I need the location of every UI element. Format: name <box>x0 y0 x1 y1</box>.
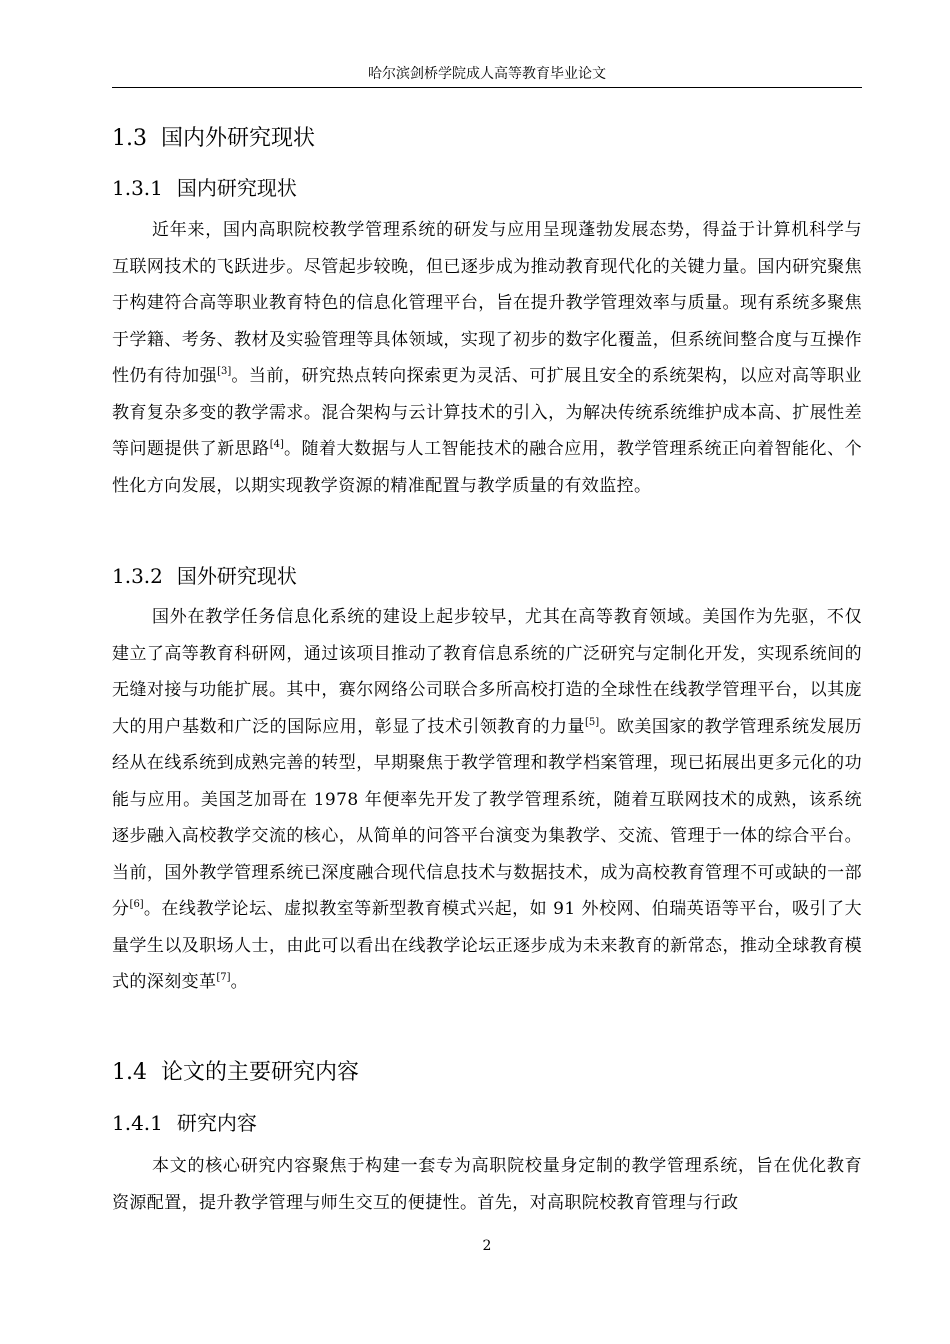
subsection-heading-1-3-2 <box>112 562 297 590</box>
citation: [3] <box>217 366 232 377</box>
subsection-title: 国内研究现状 <box>176 176 297 200</box>
paragraph-text: 。欧美国家的教学管理系统发展历经从在线系统到成熟完善的转型，早期聚焦于教学管理和教学档案管理，现已拓展出更多元化的功能与应用。美国芝加哥在 1978 年便率先开发了教学管理系统，随着互联网技术的成熟，该系统逐步融入高校教学交流的核心，从简单的问答平台演变为集教学、交流、管理于一体的综合平台。当前，国外教学管理系统已深度融合现代信息技术与数据技术，成为高校教育管理不可或缺的一部分 <box>112 716 862 919</box>
paragraph-text: 国外在教学任务信息化系统的建设上起步较早，尤其在高等教育领域。美国作为先驱，不仅建立了高等教育科研网，通过该项目推动了教育信息系统的广泛研究与定制化开发，实现系统间的无缝对接与功能扩展。其中，赛尔网络公司联合多所高校打造的全球性在线教学管理平台，以其庞大的用户基数和广泛的国际应用，彰显了技术引领教育的力量 <box>112 607 862 737</box>
paragraph-domestic-research <box>112 212 862 504</box>
section-heading-1-3 <box>112 124 315 154</box>
subsection-heading-1-3-1 <box>112 174 297 202</box>
subsection-number: 1.4.1 <box>112 1111 163 1135</box>
paragraph-text: 。 <box>230 972 248 992</box>
subsection-title: 研究内容 <box>176 1111 257 1135</box>
section-number: 1.3 <box>112 126 147 151</box>
section-number: 1.4 <box>112 1060 147 1085</box>
paragraph-text: 本文的核心研究内容聚焦于构建一套专为高职院校量身定制的教学管理系统，旨在优化教育资源配置，提升教学管理与师生交互的便捷性。首先，对高职院校教育管理与行政 <box>112 1156 862 1213</box>
running-header: 哈尔滨剑桥学院成人高等教育毕业论文 <box>368 66 606 82</box>
paragraph-research-content <box>112 1148 862 1221</box>
section-title: 国内外研究现状 <box>161 126 316 151</box>
citation: [6] <box>129 899 144 910</box>
section-heading-1-4 <box>112 1058 359 1088</box>
paragraph-text: 。在线教学论坛、虚拟教室等新型教育模式兴起，如 91 外校网、伯瑞英语等平台，吸引了大量学生以及职场人士，由此可以看出在线教学论坛正逐步成为未来教育的新常态，推动全球教育模式的深刻变革 <box>112 899 862 992</box>
subsection-heading-1-4-1 <box>112 1109 257 1137</box>
paragraph-text: 。随着大数据与人工智能技术的融合应用，教学管理系统正向着智能化、个性化方向发展，以期实现教学资源的精准配置与教学质量的有效监控。 <box>112 439 862 496</box>
page-number: 2 <box>482 1238 492 1254</box>
subsection-number: 1.3.2 <box>112 564 163 588</box>
paragraph-foreign-research <box>112 599 862 1001</box>
subsection-title: 国外研究现状 <box>176 564 297 588</box>
citation: [5] <box>585 716 600 728</box>
paragraph-text: 。当前，研究热点转向探索更为灵活、可扩展且安全的系统架构，以应对高等职业教育复杂多变的教学需求。混合架构与云计算技术的引入，为解决传统系统维护成本高、扩展性差等问题提供了新思路 <box>112 366 862 459</box>
subsection-number: 1.3.1 <box>112 176 163 200</box>
section-title: 论文的主要研究内容 <box>161 1060 360 1085</box>
citation: [4] <box>269 439 284 450</box>
header-rule <box>112 87 862 88</box>
paragraph-text: 近年来，国内高职院校教学管理系统的研发与应用呈现蓬勃发展态势，得益于计算机科学与互联网技术的飞跃进步。尽管起步较晚，但已逐步成为推动教育现代化的关键力量。国内研究聚焦于构建符合高等职业教育特色的信息化管理平台，旨在提升教学管理效率与质量。现有系统多聚焦于学籍、考务、教材及实验管理等具体领域，实现了初步的数字化覆盖，但系统间整合度与互操作性仍有待加强 <box>112 220 862 386</box>
citation: [7] <box>216 972 231 983</box>
